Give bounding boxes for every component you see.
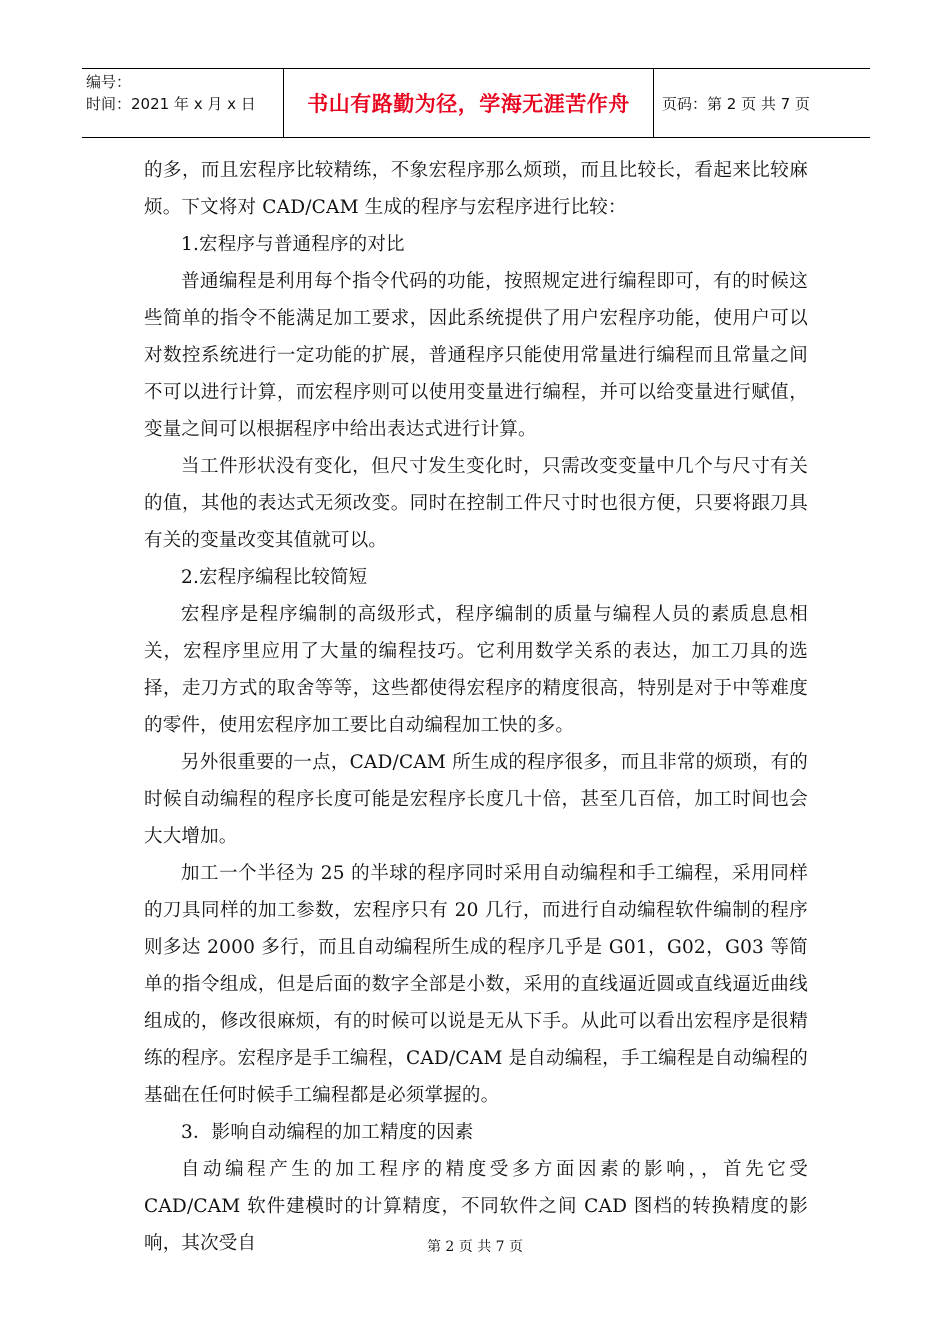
body-paragraph: 自动编程产生的加工程序的精度受多方面因素的影响，，首先它受 CAD/CAM 软件建模时的计算精度，不同软件之间 CAD 图档的转换精度的影响，其次受自 xyxy=(144,1159,808,1254)
document-body xyxy=(144,152,808,1262)
header-page-cell xyxy=(654,69,870,137)
document-date: 时间：2021 年 x 月 x 日 xyxy=(86,95,256,113)
body-paragraph: 加工一个半径为 25 的半球的程序同时采用自动编程和手工编程，采用同样的刀具同样的加工参数，宏程序只有 20 几行，而进行自动编程软件编制的程序则多达 2000 多行，而且自动编程所生成的程序几乎是 G01，G02，G03 等简单的指令组成，但是后面的数字全部是小数，采用的直线逼近圆或直线逼近曲线组成的，修改很麻烦，有的时候可以说是无从下手。从此可以看出宏程序是很精练的程序。宏程序是手工编程，CAD/CAM 是自动编程，手工编程是自动编程的基础在任何时候手工编程都是必须掌握的。 xyxy=(144,863,808,1106)
header-meta-cell xyxy=(82,69,284,137)
header-page-code: 页码：第 2 页 共 7 页 xyxy=(662,94,810,113)
body-paragraph: 当工件形状没有变化，但尺寸发生变化时，只需改变变量中几个与尺寸有关的值，其他的表达式无须改变。同时在控制工件尺寸时也很方便，只要将跟刀具有关的变量改变其值就可以。 xyxy=(144,456,808,551)
header-motto: 书山有路勤为径，学海无涯苦作舟 xyxy=(307,92,630,116)
body-paragraph: 宏程序是程序编制的高级形式，程序编制的质量与编程人员的素质息息相关，宏程序里应用了大量的编程技巧。它利用数学关系的表达，加工刀具的选择，走刀方式的取舍等等，这些都使得宏程序的精度很高，特别是对于中等难度的零件，使用宏程序加工要比自动编程加工快的多。 xyxy=(144,604,808,736)
body-paragraph: 的多，而且宏程序比较精练，不象宏程序那么烦琐，而且比较长，看起来比较麻烦。下文将对 CAD/CAM 生成的程序与宏程序进行比较： xyxy=(144,160,808,218)
body-paragraph: 普通编程是利用每个指令代码的功能，按照规定进行编程即可，有的时候这些简单的指令不能满足加工要求，因此系统提供了用户宏程序功能，使用户可以对数控系统进行一定功能的扩展，普通程序只能使用常量进行编程而且常量之间不可以进行计算，而宏程序则可以使用变量进行编程，并可以给变量进行赋值，变量之间可以根据程序中给出表达式进行计算。 xyxy=(144,271,808,440)
page-footer: 第 2 页 共 7 页 xyxy=(426,1239,524,1255)
document-number-label: 编号： xyxy=(86,73,132,91)
header-motto-cell xyxy=(284,69,654,137)
section-heading: 2.宏程序编程比较简短 xyxy=(181,567,368,588)
document-header xyxy=(82,68,870,138)
body-paragraph: 另外很重要的一点，CAD/CAM 所生成的程序很多，而且非常的烦琐，有的时候自动编程的程序长度可能是宏程序长度几十倍，甚至几百倍，加工时间也会大大增加。 xyxy=(144,752,808,847)
section-heading: 1.宏程序与普通程序的对比 xyxy=(181,234,405,255)
section-heading: 3．影响自动编程的加工精度的因素 xyxy=(181,1122,474,1143)
